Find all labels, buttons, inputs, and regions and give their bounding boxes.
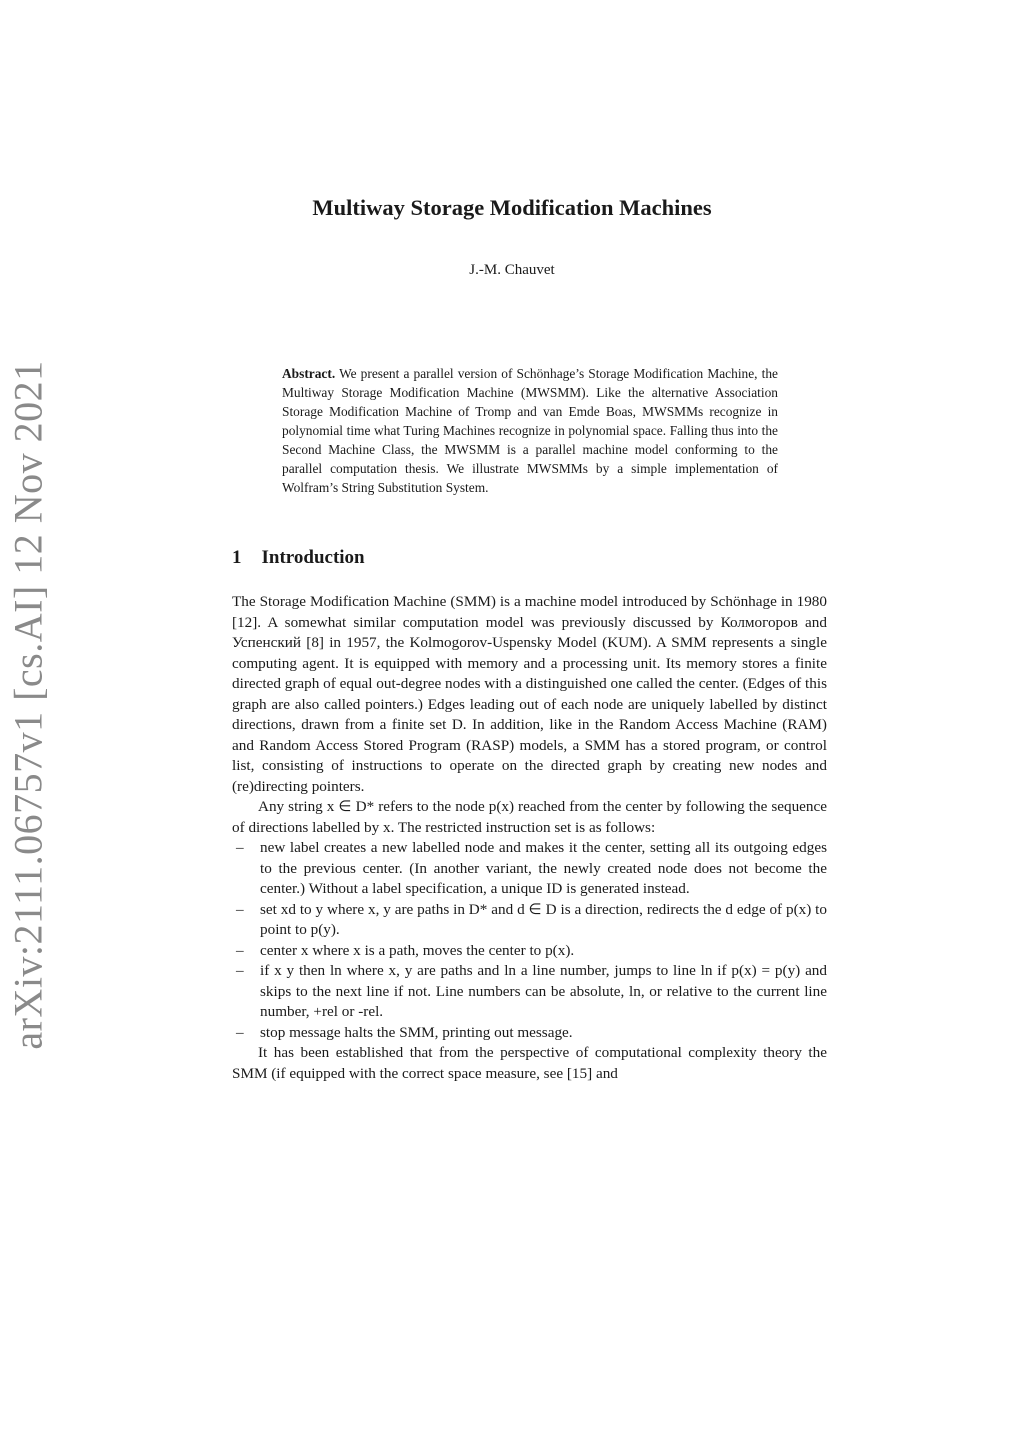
section-number: 1 — [232, 547, 242, 568]
list-dash: – — [236, 900, 244, 918]
list-dash: – — [236, 941, 244, 959]
section-heading — [232, 547, 365, 569]
paper-author: J.-M. Chauvet — [469, 262, 555, 278]
instruction-text: center x where x is a path, moves the center to p(x). — [260, 941, 575, 959]
instruction-list — [232, 838, 827, 1043]
list-dash: – — [236, 839, 244, 856]
instruction-text: new label creates a new labelled node and makes it the center, setting all its outgoing edges to the previous center. (In another variant, the newly created node does not become the center.) Without a label specification, a unique ID is generated instead. — [260, 839, 827, 897]
list-dash: – — [236, 962, 244, 979]
section-title: Introduction — [261, 547, 365, 568]
instruction-new — [232, 838, 827, 900]
instruction-text: stop message halts the SMM, printing out message. — [260, 1023, 573, 1041]
section-body — [232, 592, 827, 1084]
abstract — [282, 364, 778, 497]
instruction-center — [232, 941, 827, 962]
arxiv-identifier-stamp: arXiv:2111.06757v1 [cs.AI] 12 Nov 2021 — [5, 360, 51, 1050]
instruction-set — [232, 900, 827, 941]
list-dash: – — [236, 1023, 244, 1041]
instruction-text: set xd to y where x, y are paths in D* and d ∈ D is a direction, redirects the d edge of p(x) to point to p(y). — [260, 900, 827, 938]
paragraph-complexity: It has been established that from the perspective of computational complexity theory the SMM (if equipped with the correct space measure, see [15] and — [232, 1044, 827, 1082]
paragraph-intro: The Storage Modification Machine (SMM) is a machine model introduced by Schönhage in 1980 [12]. A somewhat similar computation model was previously discussed by Колмогоров and Успенский [8] in 1957, the Kolmogorov-Uspensky Model (KUM). A SMM represents a single computing agent. It is equipped with memory and a processing unit. Its memory stores a finite directed graph of equal out-degree nodes with a distinguished one called the center. (Edges of this graph are also called pointers.) Edges leading out of each node are uniquely labelled by distinct directions, drawn from a finite set D. In addition, like in the Random Access Machine (RAM) and Random Access Stored Program (RASP) models, a SMM has a stored program, or control list, consisting of instructions to operate on the directed graph by creating new nodes and (re)directing pointers. — [232, 593, 827, 795]
abstract-label: Abstract. — [282, 366, 336, 381]
paragraph-strings: Any string x ∈ D* refers to the node p(x) reached from the center by following the sequence of directions labelled by x. The restricted instruction set is as follows: — [232, 798, 827, 836]
instruction-text: if x y then ln where x, y are paths and ln a line number, jumps to line ln if p(x) = p(y) and skips to the next line if not. Line numbers can be absolute, ln, or relative to the current line number, +rel or -rel. — [260, 962, 827, 1020]
paper-title: Multiway Storage Modification Machines — [312, 195, 712, 220]
abstract-text: We present a parallel version of Schönhage’s Storage Modification Machine, the Multiway Storage Modification Machine (MWSMM). Like the alternative Association Storage Modification Machine of Tromp and van Emde Boas, MWSMMs recognize in polynomial time what Turing Machines recognize in polynomial space. Falling thus into the Second Machine Class, the MWSMM is a parallel machine model conforming to the parallel computation thesis. We illustrate MWSMMs by a simple implementation of Wolfram’s String Substitution System. — [282, 366, 778, 495]
instruction-if — [232, 961, 827, 1023]
instruction-stop — [232, 1023, 827, 1044]
